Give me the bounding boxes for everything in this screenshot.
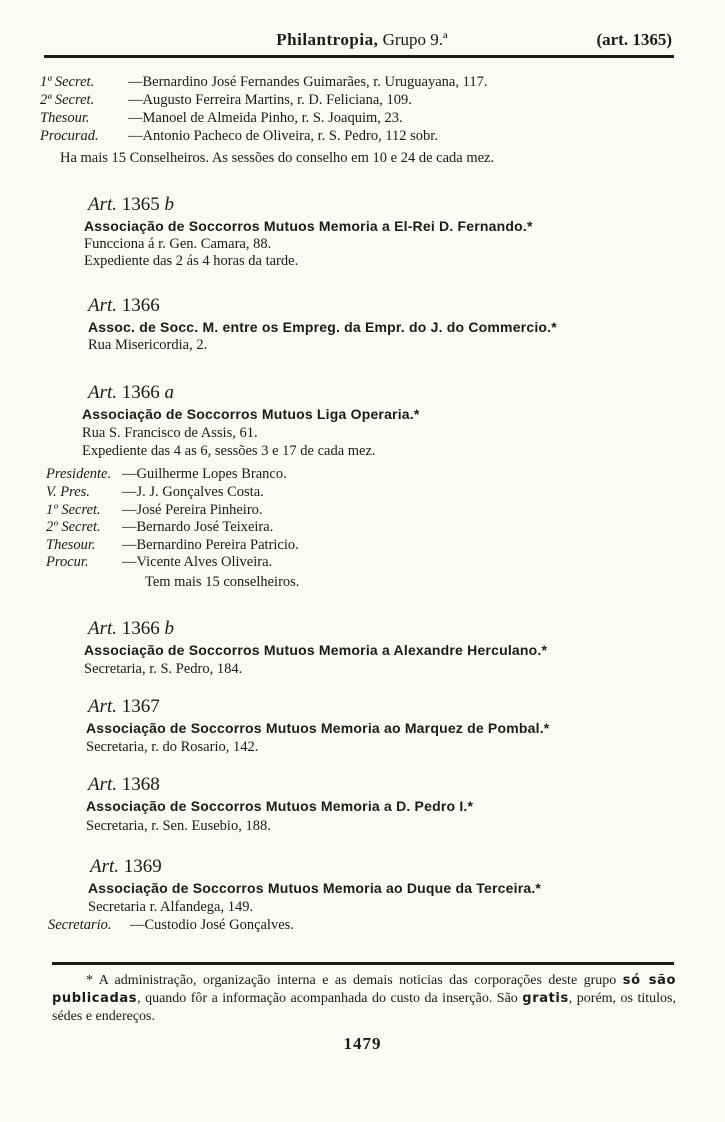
officer-line: [46, 502, 263, 518]
page-number: 1479: [343, 1034, 382, 1053]
article-label: Art.: [88, 696, 118, 717]
officer-line: [46, 466, 287, 482]
officer-text: —Bernardino José Fernandes Guimarães, r. Uruguayana, 117.: [128, 74, 488, 90]
officer-text: —Bernardo José Teixeira.: [122, 519, 274, 535]
officer-line: [46, 537, 299, 553]
article-heading: [88, 618, 174, 640]
article-number: 1366: [117, 382, 165, 403]
article-heading: [88, 295, 160, 317]
association-name: Associação de Soccorros Mutuos Memoria a Alexandre Herculano.*: [84, 642, 548, 658]
article-heading: [88, 696, 160, 718]
officer-text: —Bernardino Pereira Patricio.: [122, 537, 299, 553]
footnote-text-3: , porém, os titulos, sédes e endereços.: [52, 991, 676, 1024]
officer-line: [46, 554, 272, 570]
officer-role: Thesour.: [40, 110, 90, 126]
footnote-text-2: , quando fôr a informação acompanhada do custo da inserção. São: [137, 991, 523, 1006]
address-line: Secretaria, r. S. Pedro, 184.: [84, 661, 243, 677]
officer-line: [46, 519, 273, 535]
article-suffix: a: [164, 382, 175, 403]
officer-role: 2ª Secret.: [40, 92, 95, 108]
address-line: Funcciona á r. Gen. Camara, 88.: [84, 236, 272, 252]
address-line: Secretaria, r. do Rosario, 142.: [86, 739, 259, 755]
header-art-ref: (art. 1365): [596, 30, 672, 49]
association-name: Associação de Soccorros Mutuos Memoria ao Marquez de Pombal.*: [86, 720, 550, 736]
address-line: Rua Misericordia, 2.: [88, 337, 208, 353]
officer-text: —J. J. Gonçalves Costa.: [122, 484, 264, 500]
article-number: 1366: [117, 618, 165, 639]
footnote: [52, 972, 676, 1026]
association-name: Assoc. de Socc. M. entre os Empreg. da Empr. do J. do Commercio.*: [88, 319, 557, 335]
footnote-emphasis-1: só são publicadas: [52, 973, 676, 1006]
address-line: Secretaria r. Alfandega, 149.: [88, 899, 254, 915]
officer-line: [48, 917, 294, 933]
article-heading: [90, 856, 162, 878]
article-number: 1367: [117, 696, 160, 717]
article-heading: [88, 382, 174, 404]
association-name: Associação de Soccorros Mutuos Liga Operaria.*: [82, 406, 420, 422]
header-title: [52, 30, 672, 50]
officer-role: Presidente.: [46, 466, 112, 482]
officer-role: 2º Secret.: [46, 519, 101, 535]
officer-text: —Antonio Pacheco de Oliveira, r. S. Pedro, 112 sobr.: [128, 128, 438, 144]
header-title-bold: Philantropia,: [276, 30, 379, 49]
article-suffix: b: [164, 618, 175, 639]
article-label: Art.: [88, 618, 118, 639]
article-label: Art.: [88, 194, 118, 215]
officer-role: Procurad.: [40, 128, 99, 144]
association-name: Associação de Soccorros Mutuos Memoria a D. Pedro I.*: [86, 798, 474, 814]
running-header: [52, 30, 672, 52]
officer-text: —Augusto Ferreira Martins, r. D. Feliciana, 109.: [128, 92, 412, 108]
officer-line: [40, 110, 403, 126]
address-line: Secretaria, r. Sen. Eusebio, 188.: [86, 818, 271, 834]
article-number: 1369: [119, 856, 162, 877]
schedule-line: Expediente das 2 ás 4 horas da tarde.: [84, 253, 299, 269]
officer-role: Secretario.: [48, 917, 112, 933]
officer-line: [40, 92, 412, 108]
header-rule: [44, 55, 674, 58]
address-line: Rua S. Francisco de Assis, 61.: [82, 425, 258, 441]
article-label: Art.: [88, 774, 118, 795]
association-name: Associação de Soccorros Mutuos Memoria a El-Rei D. Fernando.*: [84, 218, 533, 234]
officer-role: Procur.: [46, 554, 89, 570]
article-heading: [88, 774, 160, 796]
officer-line: [40, 128, 438, 144]
officer-role: 1º Secret.: [46, 502, 101, 518]
article-label: Art.: [90, 856, 120, 877]
article-heading: [88, 194, 174, 216]
header-title-rest: Grupo 9.ª: [378, 30, 448, 49]
officer-text: —Custodio José Gonçalves.: [130, 917, 294, 933]
article-number: 1366: [117, 295, 160, 316]
footnote-text-1: * A administração, organização interna e as demais noticias das corporações deste grupo: [86, 973, 623, 988]
article-label: Art.: [88, 382, 118, 403]
article-suffix: b: [164, 194, 175, 215]
officer-text: —Vicente Alves Oliveira.: [122, 554, 273, 570]
council-note: Ha mais 15 Conselheiros. As sessões do conselho em 10 e 24 de cada mez.: [60, 150, 495, 166]
council-note: Tem mais 15 conselheiros.: [145, 574, 300, 590]
article-number: 1368: [117, 774, 160, 795]
officer-role: 1ª Secret.: [40, 74, 95, 90]
article-number: 1365: [117, 194, 165, 215]
association-name: Associação de Soccorros Mutuos Memoria ao Duque da Terceira.*: [88, 880, 542, 896]
footnote-emphasis-2: gratis: [522, 991, 569, 1006]
officer-text: —José Pereira Pinheiro.: [122, 502, 263, 518]
footnote-rule: [52, 962, 674, 965]
article-label: Art.: [88, 295, 118, 316]
officer-role: Thesour.: [46, 537, 96, 553]
schedule-line: Expediente das 4 as 6, sessões 3 e 17 de cada mez.: [82, 443, 376, 459]
officer-role: V. Pres.: [46, 484, 90, 500]
officer-text: —Guilherme Lopes Branco.: [122, 466, 287, 482]
officer-line: [46, 484, 264, 500]
officer-line: [40, 74, 487, 90]
officer-text: —Manoel de Almeida Pinho, r. S. Joaquim, 23.: [128, 110, 403, 126]
